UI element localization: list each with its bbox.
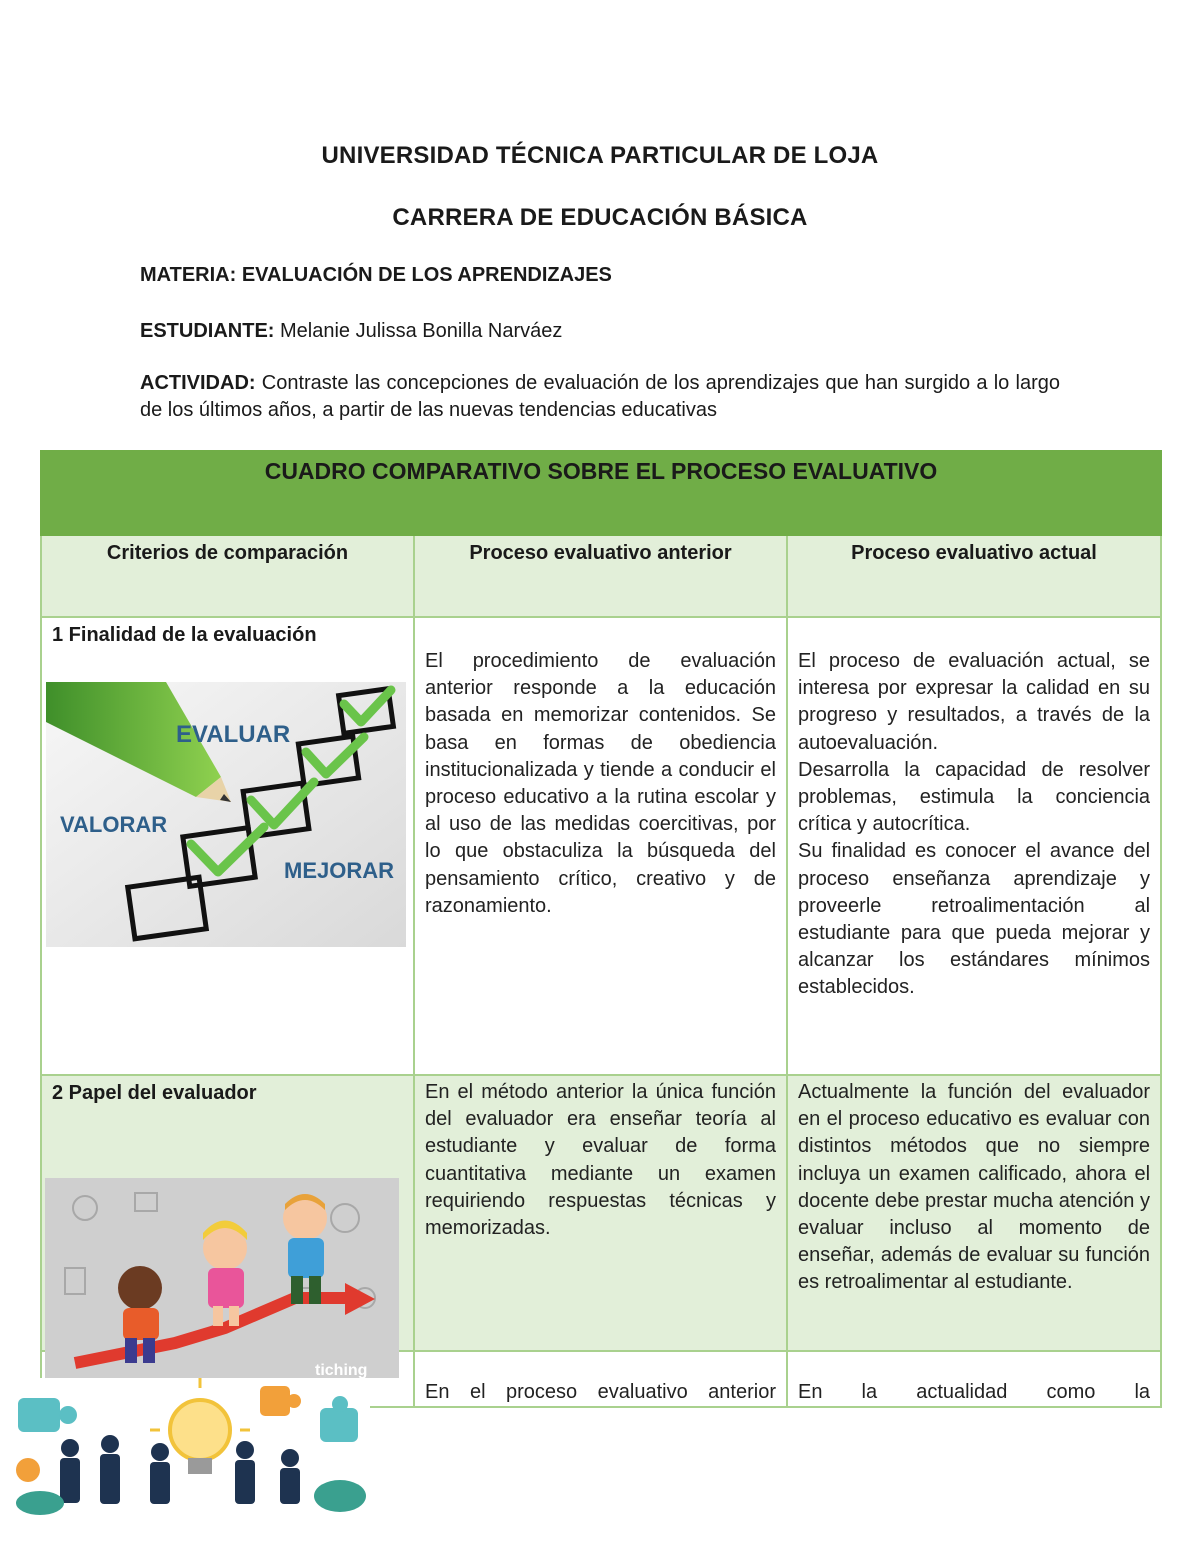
previous-cell	[414, 617, 787, 1075]
current-cell	[787, 617, 1161, 1075]
student-name: Melanie Julissa Bonilla Narváez	[274, 320, 563, 342]
activity-line	[140, 370, 1060, 424]
teamwork-illustration	[10, 1378, 370, 1518]
children-arrow-image	[45, 1178, 399, 1378]
column-header-row	[41, 535, 1161, 617]
current-paragraph: El proceso de evaluación actual, se interesa por expresar la calidad en su progreso y resultados, a través de la autoevaluación.	[798, 650, 1151, 754]
previous-cell	[414, 1075, 787, 1351]
valorar-word: VALORAR	[60, 812, 168, 837]
current-cell	[787, 1075, 1161, 1351]
current-text: En la actualidad como la	[798, 1381, 1151, 1403]
activity-label: ACTIVIDAD:	[140, 372, 256, 394]
teamwork-image	[10, 1378, 370, 1518]
column-header-current: Proceso evaluativo actual	[787, 535, 1161, 617]
university-title: UNIVERSIDAD TÉCNICA PARTICULAR DE LOJA	[321, 142, 879, 169]
column-header-criteria: Criterios de comparación	[41, 535, 414, 617]
current-paragraph: Su finalidad es conocer el avance del proceso enseñanza aprendizaje y proveerle retroalimentación al estudiante para que pueda mejorar y alcanzar los estándares mínimos establecidos.	[798, 840, 1151, 999]
criterion-label: 2 Papel del evaluador	[52, 1082, 257, 1104]
criterion-label: 1 Finalidad de la evaluación	[52, 624, 317, 646]
children-illustration	[45, 1178, 399, 1378]
evaluar-word: EVALUAR	[176, 721, 291, 748]
current-text: Actualmente la función del evaluador en el proceso educativo es evaluar con distintos métodos que no siempre incluya un examen calificado, ahora el docente debe prestar mucha atención y evaluar incluso al momento de enseñar, además de evaluar su función es retroalimentar al estudiante.	[798, 1081, 1151, 1294]
column-header-previous: Proceso evaluativo anterior	[414, 535, 787, 617]
previous-text: En el proceso evaluativo anterior	[425, 1381, 776, 1403]
table-title-row	[41, 451, 1161, 535]
previous-cell	[414, 1351, 787, 1407]
student-label: ESTUDIANTE:	[140, 320, 275, 342]
previous-text: El procedimiento de evaluación anterior responde a la educación basada en memorizar contenidos. Se basa en formas de obediencia institucionalizada y tiende a conducir el proceso educativo a la rutina escolar y al uso de las medidas coercitivas, por lo que obstaculiza la búsqueda del pensamiento crítico, creativo y de razonamiento.	[425, 650, 776, 917]
mejorar-word: MEJORAR	[284, 858, 395, 883]
evaluation-checklist-image	[46, 682, 406, 947]
student-line	[140, 318, 1060, 345]
subject-line: MATERIA: EVALUACIÓN DE LOS APRENDIZAJES	[140, 264, 612, 286]
table-title: CUADRO COMPARATIVO SOBRE EL PROCESO EVALUATIVO	[41, 451, 1161, 535]
tiching-watermark: tiching	[315, 1362, 368, 1378]
checklist-illustration	[46, 682, 406, 947]
career-title: CARRERA DE EDUCACIÓN BÁSICA	[392, 204, 808, 231]
previous-text: En el método anterior la única función del evaluador era enseñar teoría al estudiante y evaluar de forma cuantitativa mediante un examen requiriendo respuestas técnicas y memorizadas.	[425, 1081, 776, 1240]
current-cell	[787, 1351, 1161, 1407]
current-paragraph: Desarrolla la capacidad de resolver problemas, estimula la conciencia crítica y autocrítica.	[798, 758, 1151, 836]
activity-text: Contraste las concepciones de evaluación de los aprendizajes que han surgido a lo largo de los últimos años, a partir de las nuevas tendencias educativas	[140, 372, 1060, 421]
